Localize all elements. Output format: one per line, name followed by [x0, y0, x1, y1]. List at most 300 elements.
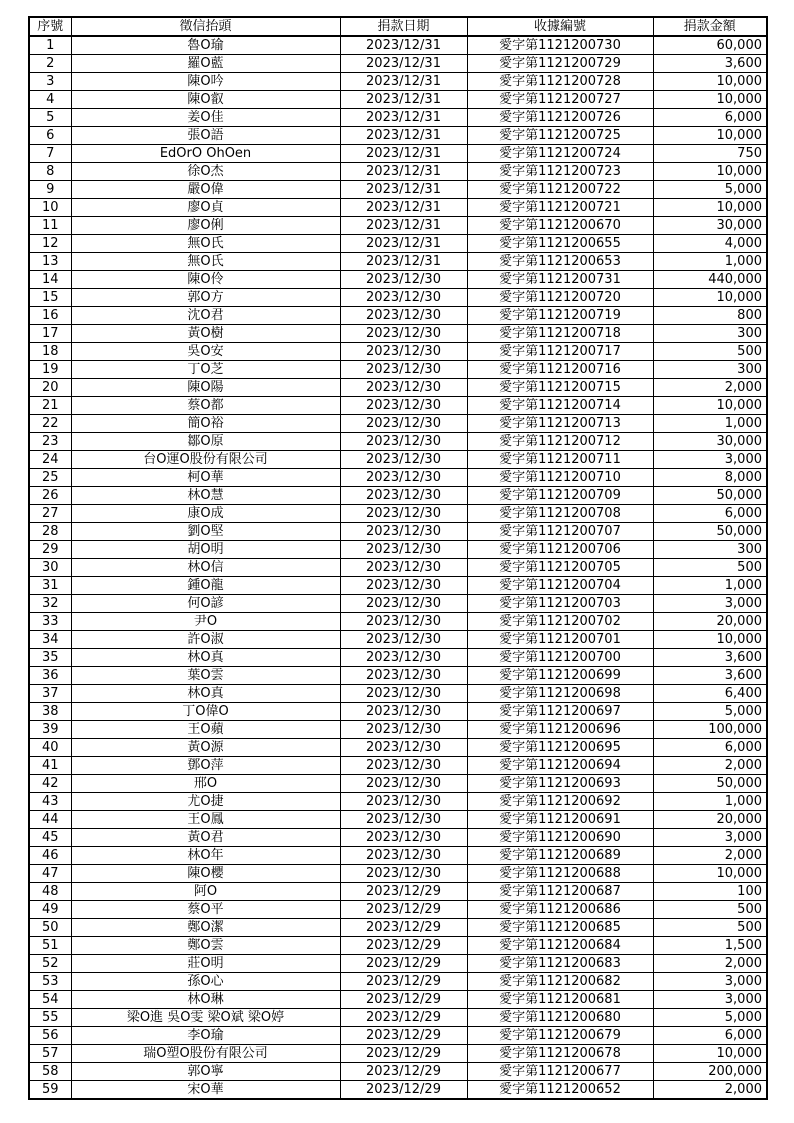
cell-date: 2023/12/30 [340, 649, 467, 667]
cell-name: 阿O [71, 883, 340, 901]
cell-amount: 10,000 [653, 631, 767, 649]
cell-receipt: 愛字第1121200700 [467, 649, 653, 667]
cell-name: 梁O進 吳O雯 梁O斌 梁O婷 [71, 1009, 340, 1027]
table-row [29, 973, 767, 991]
cell-amount: 3,600 [653, 55, 767, 73]
cell-index: 3 [29, 73, 71, 91]
table-row [29, 487, 767, 505]
cell-name: 黃O君 [71, 829, 340, 847]
cell-receipt: 愛字第1121200652 [467, 1081, 653, 1100]
table-row [29, 199, 767, 217]
cell-index: 55 [29, 1009, 71, 1027]
cell-name: EdOrO OhOen [71, 145, 340, 163]
cell-date: 2023/12/30 [340, 541, 467, 559]
cell-index: 28 [29, 523, 71, 541]
cell-receipt: 愛字第1121200708 [467, 505, 653, 523]
cell-receipt: 愛字第1121200710 [467, 469, 653, 487]
cell-date: 2023/12/31 [340, 109, 467, 127]
cell-index: 45 [29, 829, 71, 847]
table-row [29, 1081, 767, 1100]
cell-index: 30 [29, 559, 71, 577]
cell-index: 11 [29, 217, 71, 235]
table-row [29, 343, 767, 361]
cell-index: 21 [29, 397, 71, 415]
cell-amount: 10,000 [653, 289, 767, 307]
cell-date: 2023/12/29 [340, 1045, 467, 1063]
cell-name: 無O氏 [71, 235, 340, 253]
cell-date: 2023/12/30 [340, 289, 467, 307]
table-row [29, 775, 767, 793]
cell-amount: 50,000 [653, 775, 767, 793]
cell-receipt: 愛字第1121200729 [467, 55, 653, 73]
cell-date: 2023/12/30 [340, 505, 467, 523]
cell-index: 10 [29, 199, 71, 217]
donation-ledger [28, 16, 768, 1100]
cell-amount: 500 [653, 919, 767, 937]
cell-index: 20 [29, 379, 71, 397]
cell-receipt: 愛字第1121200722 [467, 181, 653, 199]
cell-receipt: 愛字第1121200709 [467, 487, 653, 505]
cell-name: 何O諺 [71, 595, 340, 613]
cell-receipt: 愛字第1121200718 [467, 325, 653, 343]
cell-index: 2 [29, 55, 71, 73]
cell-date: 2023/12/30 [340, 613, 467, 631]
cell-index: 52 [29, 955, 71, 973]
cell-receipt: 愛字第1121200699 [467, 667, 653, 685]
cell-index: 33 [29, 613, 71, 631]
cell-receipt: 愛字第1121200706 [467, 541, 653, 559]
header-amount: 捐款金額 [653, 17, 767, 36]
cell-date: 2023/12/31 [340, 181, 467, 199]
cell-amount: 100 [653, 883, 767, 901]
cell-amount: 5,000 [653, 181, 767, 199]
cell-amount: 10,000 [653, 91, 767, 109]
cell-name: 許O淑 [71, 631, 340, 649]
cell-amount: 50,000 [653, 487, 767, 505]
cell-index: 42 [29, 775, 71, 793]
table-header [29, 17, 767, 36]
cell-receipt: 愛字第1121200726 [467, 109, 653, 127]
cell-name: 林O慧 [71, 487, 340, 505]
table-row [29, 559, 767, 577]
cell-index: 39 [29, 721, 71, 739]
cell-receipt: 愛字第1121200727 [467, 91, 653, 109]
cell-amount: 300 [653, 541, 767, 559]
cell-amount: 6,000 [653, 109, 767, 127]
cell-name: 陳O伶 [71, 271, 340, 289]
cell-amount: 3,600 [653, 649, 767, 667]
cell-amount: 750 [653, 145, 767, 163]
table-row [29, 685, 767, 703]
header-name: 徵信抬頭 [71, 17, 340, 36]
table-row [29, 793, 767, 811]
cell-name: 劉O堅 [71, 523, 340, 541]
cell-date: 2023/12/31 [340, 145, 467, 163]
cell-date: 2023/12/31 [340, 55, 467, 73]
cell-index: 14 [29, 271, 71, 289]
cell-index: 6 [29, 127, 71, 145]
cell-index: 35 [29, 649, 71, 667]
cell-name: 羅O藍 [71, 55, 340, 73]
table-row [29, 919, 767, 937]
cell-amount: 100,000 [653, 721, 767, 739]
cell-date: 2023/12/30 [340, 271, 467, 289]
cell-receipt: 愛字第1121200692 [467, 793, 653, 811]
cell-index: 29 [29, 541, 71, 559]
cell-receipt: 愛字第1121200705 [467, 559, 653, 577]
cell-receipt: 愛字第1121200688 [467, 865, 653, 883]
cell-date: 2023/12/29 [340, 901, 467, 919]
cell-index: 16 [29, 307, 71, 325]
cell-name: 鍾O龍 [71, 577, 340, 595]
cell-name: 王O蘋 [71, 721, 340, 739]
cell-date: 2023/12/29 [340, 937, 467, 955]
cell-date: 2023/12/30 [340, 667, 467, 685]
cell-receipt: 愛字第1121200719 [467, 307, 653, 325]
cell-index: 31 [29, 577, 71, 595]
cell-amount: 6,400 [653, 685, 767, 703]
cell-date: 2023/12/30 [340, 487, 467, 505]
cell-amount: 500 [653, 559, 767, 577]
table-row [29, 451, 767, 469]
cell-name: 王O鳳 [71, 811, 340, 829]
cell-receipt: 愛字第1121200715 [467, 379, 653, 397]
table-row [29, 883, 767, 901]
cell-receipt: 愛字第1121200730 [467, 36, 653, 55]
table-row [29, 577, 767, 595]
table-row [29, 649, 767, 667]
cell-amount: 20,000 [653, 811, 767, 829]
cell-receipt: 愛字第1121200716 [467, 361, 653, 379]
cell-index: 25 [29, 469, 71, 487]
cell-name: 吳O安 [71, 343, 340, 361]
cell-amount: 8,000 [653, 469, 767, 487]
header-index: 序號 [29, 17, 71, 36]
cell-amount: 3,000 [653, 451, 767, 469]
cell-receipt: 愛字第1121200686 [467, 901, 653, 919]
table-row [29, 217, 767, 235]
cell-date: 2023/12/30 [340, 685, 467, 703]
cell-name: 林O信 [71, 559, 340, 577]
cell-receipt: 愛字第1121200720 [467, 289, 653, 307]
cell-date: 2023/12/29 [340, 955, 467, 973]
table-row [29, 613, 767, 631]
cell-date: 2023/12/29 [340, 883, 467, 901]
table-row [29, 595, 767, 613]
cell-name: 廖O貞 [71, 199, 340, 217]
cell-date: 2023/12/29 [340, 1063, 467, 1081]
cell-date: 2023/12/30 [340, 469, 467, 487]
cell-receipt: 愛字第1121200694 [467, 757, 653, 775]
cell-index: 7 [29, 145, 71, 163]
cell-date: 2023/12/30 [340, 829, 467, 847]
cell-index: 49 [29, 901, 71, 919]
cell-name: 葉O雲 [71, 667, 340, 685]
cell-name: 林O真 [71, 649, 340, 667]
cell-name: 宋O華 [71, 1081, 340, 1100]
cell-receipt: 愛字第1121200703 [467, 595, 653, 613]
cell-date: 2023/12/31 [340, 91, 467, 109]
table-row [29, 523, 767, 541]
table-row [29, 1045, 767, 1063]
table-row [29, 721, 767, 739]
cell-amount: 3,000 [653, 829, 767, 847]
cell-receipt: 愛字第1121200724 [467, 145, 653, 163]
cell-amount: 1,000 [653, 577, 767, 595]
cell-amount: 6,000 [653, 505, 767, 523]
table-row [29, 361, 767, 379]
cell-amount: 2,000 [653, 847, 767, 865]
cell-index: 22 [29, 415, 71, 433]
cell-date: 2023/12/30 [340, 847, 467, 865]
cell-name: 林O琳 [71, 991, 340, 1009]
cell-receipt: 愛字第1121200653 [467, 253, 653, 271]
cell-name: 無O氏 [71, 253, 340, 271]
cell-index: 36 [29, 667, 71, 685]
table-row [29, 505, 767, 523]
cell-receipt: 愛字第1121200731 [467, 271, 653, 289]
table-row [29, 397, 767, 415]
cell-name: 林O年 [71, 847, 340, 865]
cell-date: 2023/12/29 [340, 973, 467, 991]
cell-amount: 5,000 [653, 1009, 767, 1027]
cell-date: 2023/12/30 [340, 631, 467, 649]
cell-amount: 6,000 [653, 1027, 767, 1045]
cell-receipt: 愛字第1121200678 [467, 1045, 653, 1063]
cell-amount: 10,000 [653, 199, 767, 217]
cell-index: 32 [29, 595, 71, 613]
table-row [29, 757, 767, 775]
cell-index: 37 [29, 685, 71, 703]
cell-date: 2023/12/30 [340, 757, 467, 775]
cell-receipt: 愛字第1121200714 [467, 397, 653, 415]
cell-amount: 30,000 [653, 433, 767, 451]
cell-receipt: 愛字第1121200689 [467, 847, 653, 865]
cell-name: 鄧O萍 [71, 757, 340, 775]
table-row [29, 289, 767, 307]
cell-receipt: 愛字第1121200713 [467, 415, 653, 433]
cell-receipt: 愛字第1121200707 [467, 523, 653, 541]
cell-amount: 3,000 [653, 991, 767, 1009]
cell-name: 簡O裕 [71, 415, 340, 433]
cell-date: 2023/12/30 [340, 415, 467, 433]
cell-index: 8 [29, 163, 71, 181]
cell-name: 丁O偉O [71, 703, 340, 721]
cell-date: 2023/12/29 [340, 1027, 467, 1045]
table-row [29, 631, 767, 649]
cell-name: 徐O杰 [71, 163, 340, 181]
cell-date: 2023/12/31 [340, 235, 467, 253]
cell-receipt: 愛字第1121200691 [467, 811, 653, 829]
cell-receipt: 愛字第1121200711 [467, 451, 653, 469]
table-row [29, 811, 767, 829]
table-row [29, 433, 767, 451]
table-row [29, 325, 767, 343]
cell-receipt: 愛字第1121200677 [467, 1063, 653, 1081]
table-row [29, 109, 767, 127]
cell-receipt: 愛字第1121200701 [467, 631, 653, 649]
cell-amount: 4,000 [653, 235, 767, 253]
cell-receipt: 愛字第1121200690 [467, 829, 653, 847]
cell-receipt: 愛字第1121200684 [467, 937, 653, 955]
table-row [29, 469, 767, 487]
cell-amount: 3,000 [653, 973, 767, 991]
cell-date: 2023/12/29 [340, 919, 467, 937]
cell-date: 2023/12/30 [340, 559, 467, 577]
cell-name: 尹O [71, 613, 340, 631]
cell-date: 2023/12/30 [340, 397, 467, 415]
cell-index: 38 [29, 703, 71, 721]
table-body [29, 36, 767, 1099]
cell-amount: 20,000 [653, 613, 767, 631]
cell-amount: 500 [653, 901, 767, 919]
table-row [29, 163, 767, 181]
cell-name: 鄭O雲 [71, 937, 340, 955]
cell-index: 27 [29, 505, 71, 523]
table-row [29, 739, 767, 757]
cell-date: 2023/12/30 [340, 343, 467, 361]
table-row [29, 829, 767, 847]
table-row [29, 235, 767, 253]
cell-date: 2023/12/30 [340, 451, 467, 469]
cell-date: 2023/12/30 [340, 325, 467, 343]
cell-date: 2023/12/30 [340, 811, 467, 829]
cell-name: 鄭O潔 [71, 919, 340, 937]
cell-date: 2023/12/31 [340, 127, 467, 145]
table-row [29, 865, 767, 883]
cell-index: 24 [29, 451, 71, 469]
table-row [29, 415, 767, 433]
cell-index: 50 [29, 919, 71, 937]
cell-receipt: 愛字第1121200725 [467, 127, 653, 145]
cell-name: 孫O心 [71, 973, 340, 991]
table-row [29, 901, 767, 919]
cell-amount: 10,000 [653, 1045, 767, 1063]
table-row [29, 955, 767, 973]
table-row [29, 253, 767, 271]
cell-date: 2023/12/30 [340, 577, 467, 595]
table-row [29, 541, 767, 559]
table-row [29, 1063, 767, 1081]
cell-amount: 500 [653, 343, 767, 361]
table-row [29, 73, 767, 91]
cell-index: 46 [29, 847, 71, 865]
cell-date: 2023/12/30 [340, 793, 467, 811]
cell-receipt: 愛字第1121200655 [467, 235, 653, 253]
cell-date: 2023/12/31 [340, 217, 467, 235]
cell-index: 12 [29, 235, 71, 253]
cell-receipt: 愛字第1121200687 [467, 883, 653, 901]
cell-index: 56 [29, 1027, 71, 1045]
cell-name: 鄒O原 [71, 433, 340, 451]
cell-date: 2023/12/30 [340, 595, 467, 613]
table-row [29, 181, 767, 199]
table-row [29, 667, 767, 685]
cell-date: 2023/12/29 [340, 991, 467, 1009]
cell-amount: 10,000 [653, 397, 767, 415]
cell-name: 丁O芝 [71, 361, 340, 379]
cell-receipt: 愛字第1121200698 [467, 685, 653, 703]
cell-name: 尤O捷 [71, 793, 340, 811]
table-row [29, 379, 767, 397]
cell-index: 58 [29, 1063, 71, 1081]
cell-name: 胡O明 [71, 541, 340, 559]
cell-index: 9 [29, 181, 71, 199]
cell-index: 18 [29, 343, 71, 361]
table-row [29, 145, 767, 163]
table-row [29, 127, 767, 145]
cell-date: 2023/12/29 [340, 1009, 467, 1027]
cell-amount: 10,000 [653, 127, 767, 145]
cell-name: 郭O方 [71, 289, 340, 307]
cell-index: 13 [29, 253, 71, 271]
cell-receipt: 愛字第1121200683 [467, 955, 653, 973]
cell-index: 54 [29, 991, 71, 1009]
cell-date: 2023/12/30 [340, 703, 467, 721]
cell-index: 34 [29, 631, 71, 649]
cell-name: 黃O樹 [71, 325, 340, 343]
cell-amount: 10,000 [653, 73, 767, 91]
cell-receipt: 愛字第1121200697 [467, 703, 653, 721]
cell-index: 48 [29, 883, 71, 901]
cell-index: 41 [29, 757, 71, 775]
cell-amount: 60,000 [653, 36, 767, 55]
cell-receipt: 愛字第1121200685 [467, 919, 653, 937]
cell-name: 蔡O平 [71, 901, 340, 919]
cell-index: 23 [29, 433, 71, 451]
cell-date: 2023/12/31 [340, 36, 467, 55]
cell-receipt: 愛字第1121200682 [467, 973, 653, 991]
cell-receipt: 愛字第1121200679 [467, 1027, 653, 1045]
cell-name: 陳O叡 [71, 91, 340, 109]
cell-receipt: 愛字第1121200693 [467, 775, 653, 793]
cell-receipt: 愛字第1121200681 [467, 991, 653, 1009]
cell-name: 魯O瑜 [71, 36, 340, 55]
cell-name: 台O運O股份有限公司 [71, 451, 340, 469]
cell-index: 44 [29, 811, 71, 829]
cell-name: 黃O源 [71, 739, 340, 757]
cell-receipt: 愛字第1121200696 [467, 721, 653, 739]
cell-name: 姜O佳 [71, 109, 340, 127]
cell-amount: 200,000 [653, 1063, 767, 1081]
cell-amount: 10,000 [653, 163, 767, 181]
cell-date: 2023/12/31 [340, 163, 467, 181]
cell-amount: 1,500 [653, 937, 767, 955]
cell-amount: 3,000 [653, 595, 767, 613]
cell-amount: 2,000 [653, 757, 767, 775]
cell-date: 2023/12/30 [340, 865, 467, 883]
cell-index: 17 [29, 325, 71, 343]
cell-index: 5 [29, 109, 71, 127]
cell-amount: 2,000 [653, 379, 767, 397]
cell-amount: 300 [653, 361, 767, 379]
header-date: 捐款日期 [340, 17, 467, 36]
cell-name: 陳O櫻 [71, 865, 340, 883]
cell-index: 57 [29, 1045, 71, 1063]
cell-index: 59 [29, 1081, 71, 1100]
table-row [29, 307, 767, 325]
cell-receipt: 愛字第1121200728 [467, 73, 653, 91]
cell-date: 2023/12/30 [340, 721, 467, 739]
table-row [29, 847, 767, 865]
cell-amount: 1,000 [653, 415, 767, 433]
table-row [29, 36, 767, 55]
cell-amount: 2,000 [653, 955, 767, 973]
cell-amount: 300 [653, 325, 767, 343]
cell-date: 2023/12/31 [340, 199, 467, 217]
cell-name: 嚴O偉 [71, 181, 340, 199]
cell-index: 43 [29, 793, 71, 811]
